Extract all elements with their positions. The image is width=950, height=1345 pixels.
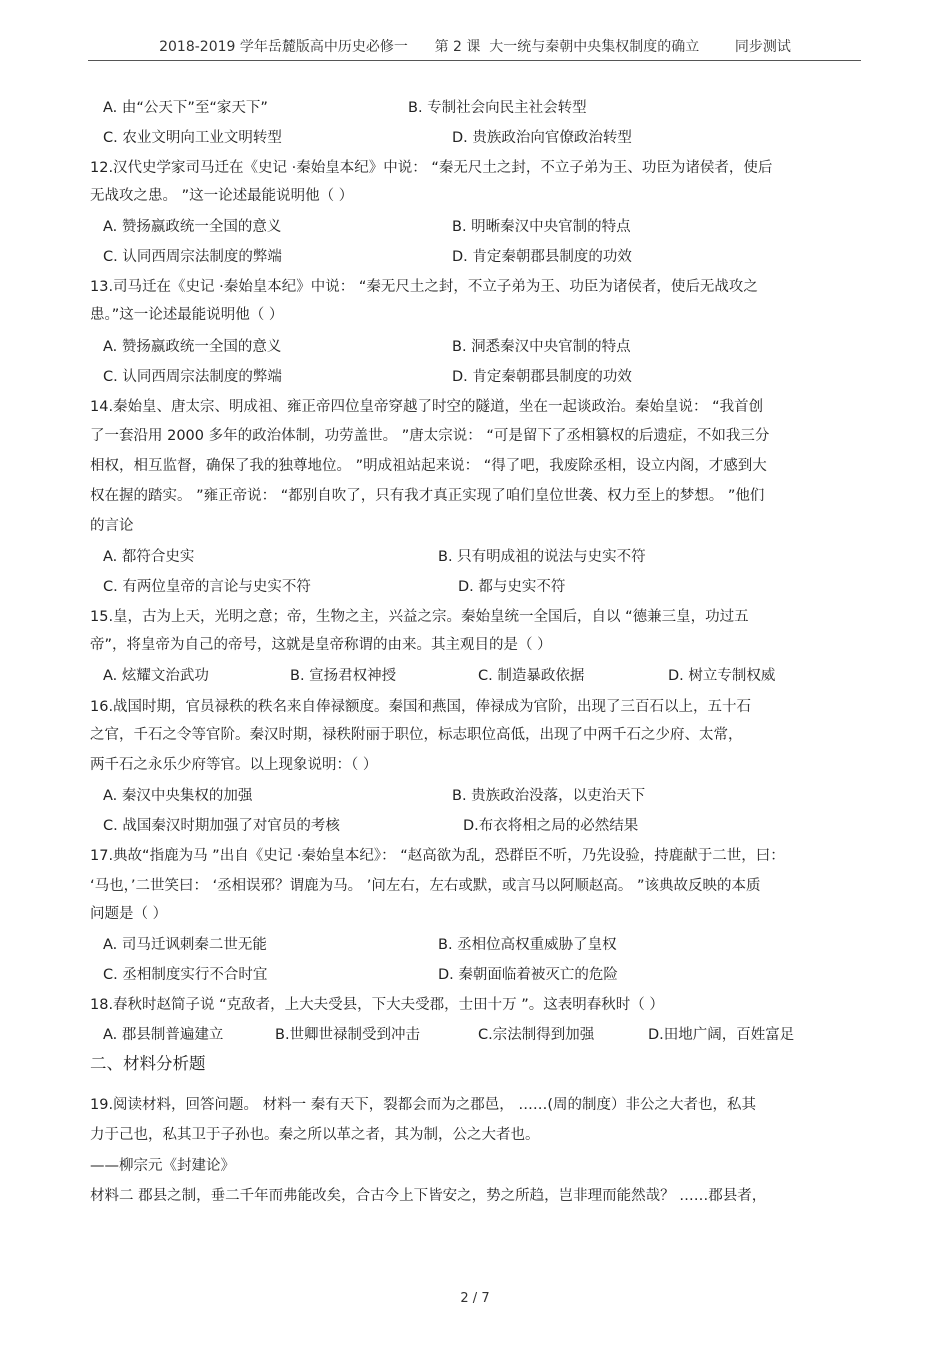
q11-option-a: A. 由“公天下”至“家天下” [103, 100, 268, 116]
q12-option-c: C. 认同西周宗法制度的弊端 [103, 249, 282, 265]
q12-option-d: D. 肯定秦朝郡县制度的功效 [452, 249, 632, 265]
q14-stem-line-5: 的言论 [90, 518, 134, 534]
q18-option-b: B.世卿世禄制受到冲击 [275, 1027, 421, 1043]
section-title: 二、材料分析题 [90, 1054, 206, 1073]
q17-option-d: D. 秦朝面临着被灭亡的危险 [438, 967, 618, 983]
q17-stem-line-2: ‘马也，’二世笑曰： ‘丞相误邪？谓鹿为马。 ’问左右，左右或默，或言马以阿顺赵高。 ”该典故反映的本质 [90, 878, 761, 894]
q13-option-a: A. 赞扬嬴政统一全国的意义 [103, 339, 282, 355]
q14-stem-line-2: 了一套沿用 2000 多年的政治体制，功劳盖世。 ”唐太宗说： “可是留下了丞相篡权的后遗症，不如我三分 [90, 428, 770, 444]
q11-option-b: B. 专制社会向民主社会转型 [408, 100, 587, 116]
q13-stem-line-1: 13.司马迁在《史记 ·秦始皇本纪》中说： “秦无尺土之封，不立子弟为王、功臣为诸侯者，使后无战攻之 [90, 279, 758, 295]
q19-line-4: 材料二 郡县之制，垂二千年而弗能改矣，合古今上下皆安之，势之所趋，岂非理而能然哉？ ……郡县者， [90, 1188, 767, 1204]
q19-line-2: 力于己也，私其卫于子孙也。秦之所以革之者，其为制，公之大者也。 [90, 1127, 540, 1143]
q16-option-a: A. 秦汉中央集权的加强 [103, 788, 253, 804]
q17-stem-line-1: 17.典故“指鹿为马 ”出自《史记 ·秦始皇本纪》： “赵高欲为乱，恐群臣不听，乃先设验，持鹿献于二世，曰： [90, 848, 785, 864]
q15-option-b: B. 宣扬君权神授 [290, 668, 397, 684]
q15-option-c: C. 制造暴政依据 [478, 668, 585, 684]
page-number: 2 / 7 [460, 1291, 490, 1306]
q19-source-citation: ——柳宗元《封建论》 [90, 1158, 235, 1174]
q15-stem-line-2: 帝”，将皇帝为自己的帝号，这就是皇帝称谓的由来。其主观目的是（ ） [90, 637, 552, 653]
q15-option-d: D. 树立专制权威 [668, 668, 776, 684]
q15-stem-line-1: 15.皇，古为上天，光明之意；帝，生物之主，兴益之宗。秦始皇统一全国后，自以 “德兼三皇，功过五 [90, 609, 749, 625]
q15-option-a: A. 炫耀文治武功 [103, 668, 209, 684]
q17-stem-line-3: 问题是（ ） [90, 906, 168, 922]
q12-option-a: A. 赞扬嬴政统一全国的意义 [103, 219, 282, 235]
q12-stem-line-2: 无战攻之患。 ”这一论述最能说明他（ ） [90, 188, 354, 204]
q14-option-a: A. 都符合史实 [103, 549, 195, 565]
q18-option-a: A. 郡县制普遍建立 [103, 1027, 224, 1043]
q16-option-c: C. 战国秦汉时期加强了对官员的考核 [103, 818, 340, 834]
q11-option-c: C. 农业文明向工业文明转型 [103, 130, 282, 146]
q14-option-b: B. 只有明成祖的说法与史实不符 [438, 549, 646, 565]
q17-option-b: B. 丞相位高权重威胁了皇权 [438, 937, 617, 953]
q17-option-a: A. 司马迁讽刺秦二世无能 [103, 937, 267, 953]
q18-option-c: C.宗法制得到加强 [478, 1027, 595, 1043]
q11-option-d: D. 贵族政治向官僚政治转型 [452, 130, 632, 146]
q13-option-c: C. 认同西周宗法制度的弊端 [103, 369, 282, 385]
q14-option-c: C. 有两位皇帝的言论与史实不符 [103, 579, 311, 595]
q16-stem-line-2: 之官，千石之令等官阶。秦汉时期，禄秩附丽于职位，标志职位高低，出现了中两千石之少府、太常， [90, 727, 743, 743]
q19-line-1: 19.阅读材料，回答问题。 材料一 秦有天下，裂都会而为之郡邑， ……(周的制度）非公之大者也，私其 [90, 1097, 757, 1113]
q13-stem-line-2: 患。”这一论述最能说明他（ ） [90, 307, 284, 323]
q14-option-d: D. 都与史实不符 [458, 579, 566, 595]
q13-option-b: B. 洞悉秦汉中央官制的特点 [452, 339, 631, 355]
q14-stem-line-3: 相权，相互监督，确保了我的独尊地位。 ”明成祖站起来说： “得了吧，我废除丞相，设立内阁，才感到大 [90, 458, 767, 474]
q14-stem-line-4: 权在握的踏实。 ”雍正帝说： “都别自吹了，只有我才真正实现了咱们皇位世袭、权力至上的梦想。 ”他们 [90, 488, 765, 504]
q14-stem-line-1: 14.秦始皇、唐太宗、明成祖、雍正帝四位皇帝穿越了时空的隧道，坐在一起谈政治。秦始皇说： “我首创 [90, 399, 764, 415]
q17-option-c: C. 丞相制度实行不合时宜 [103, 967, 268, 983]
header-divider [88, 60, 861, 61]
q18-stem-line-1: 18.春秋时赵简子说 “克敌者，上大夫受县，下大夫受郡，士田十万 ”。这表明春秋时（ ） [90, 997, 664, 1013]
q16-stem-line-3: 两千石之永乐少府等官。以上现象说明：（ ） [90, 757, 378, 773]
q12-option-b: B. 明晰秦汉中央官制的特点 [452, 219, 631, 235]
q12-stem-line-1: 12.汉代史学家司马迁在《史记 ·秦始皇本纪》中说： “秦无尺土之封，不立子弟为王、功臣为诸侯者，使后 [90, 160, 773, 176]
q18-option-d: D.田地广阔，百姓富足 [648, 1027, 795, 1043]
q16-option-b: B. 贵族政治没落，以吏治天下 [452, 788, 646, 804]
page-header: 2018-2019 学年岳麓版高中历史必修一 第 2 课 大一统与秦朝中央集权制度的确立 同步测试 [159, 39, 791, 55]
q16-option-d: D.布衣将相之局的必然结果 [463, 818, 639, 834]
q13-option-d: D. 肯定秦朝郡县制度的功效 [452, 369, 632, 385]
q16-stem-line-1: 16.战国时期，官员禄秩的秩名来自俸禄额度。秦国和燕国，俸禄成为官阶，出现了三百石以上，五十石 [90, 699, 752, 715]
